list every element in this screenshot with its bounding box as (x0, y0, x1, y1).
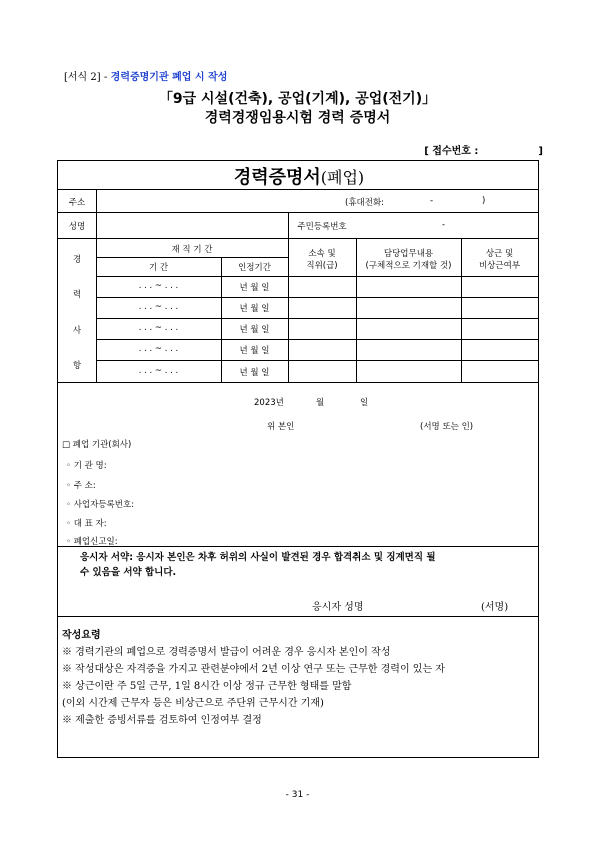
tenure-header: 재 직 기 간 (171, 245, 213, 255)
divider (96, 297, 538, 298)
page-number: - 31 - (285, 790, 310, 800)
form-number: [서식 2] (64, 72, 101, 83)
name-label: 성명 (68, 222, 86, 232)
form-dash: - (103, 72, 108, 83)
duty-header: 담당업무내용 (383, 249, 434, 259)
note-item: (이외 시간제 근무자 등은 비상근으로 주단위 근무시간 기재) (62, 698, 324, 709)
org-name-field: ◦ 기 관 명: (66, 461, 107, 471)
mobile-dash: - (430, 196, 434, 206)
resident-no-label: 주민등록번호 (297, 222, 347, 232)
period-header: 기 간 (148, 263, 169, 273)
date-month: 월 (316, 398, 325, 408)
oath-line: 수 있음을 서약 합니다. (80, 567, 177, 578)
period-cell: . . . ~ . . . (138, 323, 179, 333)
receipt-number (424, 142, 543, 157)
divider (96, 257, 288, 258)
applicant-oath (80, 550, 520, 580)
address-label: 주소 (68, 198, 86, 208)
dept-header: 소속 및 (308, 249, 336, 259)
period-cell: . . . ~ . . . (138, 302, 179, 312)
sign-note: (서명 또는 인) (420, 422, 474, 432)
divider (96, 339, 538, 340)
divider (58, 238, 538, 239)
document-title (58, 163, 540, 189)
closure-date-field: ◦ 폐업신고일: (66, 537, 118, 547)
divider (96, 276, 538, 277)
career-side-char: 경 (72, 255, 82, 265)
divider (58, 189, 538, 190)
duty-header: (구체적으로 기재할 것) (365, 261, 452, 271)
note-item: ※ 경력기관의 폐업으로 경력증명서 발급이 어려운 경우 응시자 본인이 작성 (62, 647, 391, 658)
period-cell: . . . ~ . . . (138, 366, 179, 376)
divider (58, 212, 538, 213)
receipt-label: [ 접수번호 : (424, 146, 479, 157)
receipt-close: ] (538, 146, 543, 157)
divider (288, 212, 289, 382)
notes-title: 작성요령 (62, 630, 101, 641)
recognized-cell: 년 월 일 (239, 368, 270, 378)
fulltime-header: 상근 및 (485, 249, 514, 259)
business-reg-no-field: ◦ 사업자등록번호: (66, 500, 135, 510)
form-note: 경력증명기관 폐업 시 작성 (110, 72, 228, 83)
self-label: 위 본인 (267, 422, 295, 432)
recognized-header: 인정기간 (238, 263, 271, 273)
applicant-sign-label: (서명) (481, 602, 509, 613)
oath-line: 응시자 서약: 응시자 본인은 차후 허위의 사실이 발견된 경우 합격취소 및 징계면직 될 (80, 552, 436, 563)
note-item: ※ 제출한 증빙서류를 검토하여 인정여부 결정 (62, 715, 262, 726)
divider (58, 382, 538, 383)
representative-field: ◦ 대 표 자: (66, 519, 107, 529)
title-line-1: 「9급 시설(건축), 공업(기계), 공업(전기)」 (158, 91, 437, 107)
recognized-cell: 년 월 일 (239, 325, 270, 335)
period-cell: . . . ~ . . . (138, 281, 179, 291)
applicant-name-label: 응시자 성명 (312, 602, 364, 613)
form-tag (64, 68, 227, 83)
divider (96, 360, 538, 361)
note-item: ※ 상근이란 주 5일 근무, 1일 8시간 이상 정규 근무한 형태를 말함 (62, 681, 352, 692)
recognized-cell: 년 월 일 (239, 283, 270, 293)
closed-org-title: □ 폐업 기관(회사) (62, 440, 132, 450)
career-side-char: 항 (72, 361, 82, 371)
certificate-form (57, 160, 539, 758)
dept-header: 직위(급) (306, 261, 338, 271)
document-title-main: 경력증명서 (233, 167, 321, 188)
period-cell: . . . ~ . . . (138, 344, 179, 354)
recognized-cell: 년 월 일 (239, 346, 270, 356)
divider (221, 257, 222, 382)
org-address-field: ◦ 주 소: (66, 481, 96, 491)
divider (96, 318, 538, 319)
divider (58, 546, 538, 547)
career-side-char: 력 (72, 290, 82, 300)
title-line-2: 경력경쟁임용시험 경력 증명서 (204, 110, 391, 126)
date-year: 2023년 (254, 398, 284, 408)
note-item: ※ 작성대상은 자격증을 가지고 관련분야에서 2년 이상 연구 또는 근무한 경력이 있는 자 (62, 664, 445, 675)
fulltime-header: 비상근여부 (478, 261, 521, 271)
career-side-char: 사 (72, 326, 82, 336)
divider (58, 616, 538, 617)
recognized-cell: 년 월 일 (239, 304, 270, 314)
mobile-close: ) (482, 196, 486, 206)
resident-no-dash: - (442, 220, 446, 230)
mobile-label: (휴대전화: (345, 198, 385, 208)
date-day: 일 (360, 398, 369, 408)
document-title-suffix: (폐업) (320, 168, 365, 187)
